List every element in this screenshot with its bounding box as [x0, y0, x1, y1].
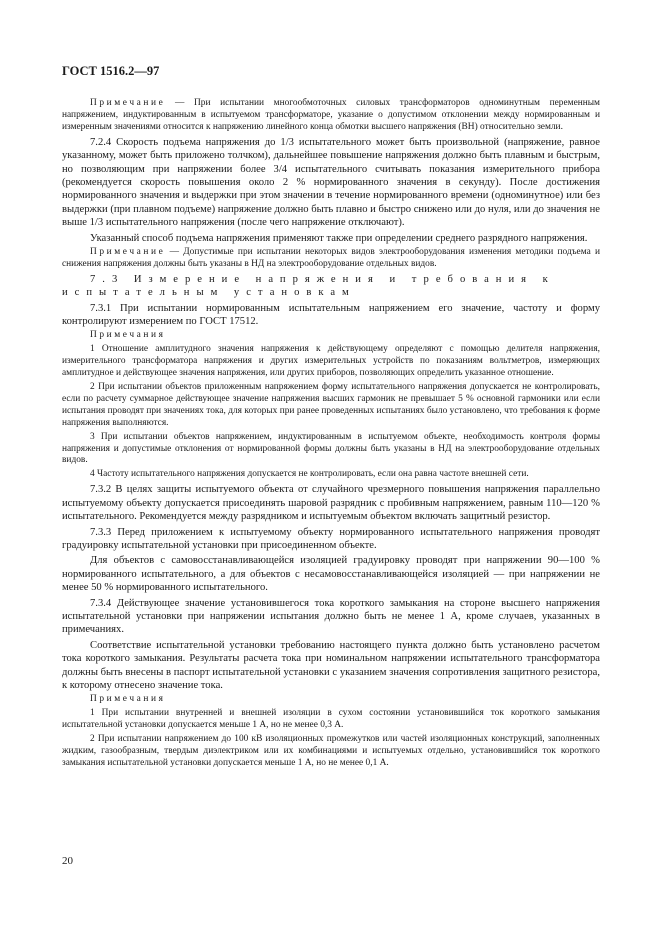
paragraph-p724	[62, 136, 600, 230]
section-heading-text: 7.3 Измерение напряжения и требования к испытательным установкам	[62, 273, 555, 299]
paragraph-text: 2 При испытании объектов приложенным напряжением форму испытательного напряжения допускается не контролировать, если по расчету суммарное действующее значение напряжения высших гармоник не превышает 5 % основной гармоники или если испытания проводят при значениях тока, для которых при ранее проведенных испытаниях было установлено, что требования к форме напряжения выполняются.	[62, 382, 600, 428]
paragraph-notes_h2	[62, 694, 600, 706]
note-label: Примечание	[90, 98, 166, 108]
paragraph-note1	[62, 98, 600, 134]
paragraph-text: 7.2.4 Скорость подъема напряжения до 1/3 испытательного может быть произвольной (напряжение, равное указанному, может быть приложено толчком), дальнейшее повышение напряжения должно быть плавным и быстрым, но позволяющим при напряжении более 3/4 испытательного считывать показания измерительного прибора (рекомендуется скорость повышения около 2 % нормированного значения в секунду). После достижения нормированного значения и выдержки при этом значении в течение нормированного времени (одноминутное) или без выдержки (при плавном подъеме) напряжение должно быть плавно и быстро снижено или до нуля, или до значения не выше 1/3 испытательного напряжения (после чего напряжение отключают).	[62, 136, 600, 229]
paragraph-text: Указанный способ подъема напряжения применяют также при определении среднего разрядного напряжения.	[90, 232, 588, 244]
paragraph-notes_h1	[62, 330, 600, 342]
paragraph-p733b	[62, 554, 600, 594]
paragraph-text: 7.3.2 В целях защиты испытуемого объекта от случайного чрезмерного повышения напряжения параллельно испытуемому объекту допускается присоединять шаровой разрядник с пробивным напряжением, равным 110—120 % испытательного. Рекомендуется между разрядником и испытуемым объектом включать защитный резистор.	[62, 484, 600, 523]
paragraph-p732	[62, 483, 600, 523]
paragraph-n3	[62, 432, 600, 468]
note-label: Примечание	[90, 246, 166, 257]
paragraph-text: 4 Частоту испытательного напряжения допускается не контролировать, если она равна частоте внешней сети.	[90, 469, 529, 480]
paragraph-text: 3 При испытании объектов напряжением, индуктированным в испытуемом объекте, необходимость контроля формы напряжения и допустимые отклонения от нормированной формы должны быть указаны в НД на электрооборудование отдельных видов.	[62, 431, 600, 466]
paragraph-text: — Допустимые при испытании некоторых видов электрооборудования изменения методики подъема и снижения напряжения должны быть указаны в НД на электрооборудование отдельных видов.	[62, 246, 600, 269]
paragraph-p734b	[62, 639, 600, 693]
paragraph-text: 2 При испытании напряжением до 100 кВ изоляционных промежутков или частей изоляционных конструкций, заполненных жидким, газообразным, твердым диэлектриком или их комбинациями и испытуемых отдельно, установившийся ток короткого замыкания испытательной установки допускается меньше 1 А, но не менее 0,1 А.	[62, 734, 600, 768]
document-body	[62, 98, 600, 770]
paragraph-text: Для объектов с самовосстанавливающейся изоляцией градуировку проводят при напряжении 90—100 % нормированного испытательного, а для объектов с несамовосстанавливающейся изоляцией — при напряжении не менее 50 % нормированного испытательного.	[62, 555, 600, 594]
note-label: Примечания	[90, 330, 166, 341]
paragraph-n4	[62, 469, 600, 481]
document-header: ГОСТ 1516.2—97	[62, 64, 160, 78]
paragraph-p731	[62, 302, 600, 329]
paragraph-text: — При испытании многообмоточных силовых трансформаторов одноминутным переменным напряжением, индуктированным в испытуемом трансформаторе, указание о допустимом отклонении между нормированным и измеренным значениями относится к напряжению линейного конца обмотки высшего напряжения (ВН) относительно земли.	[62, 98, 600, 132]
paragraph-text: 1 При испытании внутренней и внешней изоляции в сухом состоянии установившийся ток короткого замыкания испытательной установки допускается меньше 1 А, но не менее 0,3 А.	[62, 708, 600, 731]
paragraph-note2	[62, 247, 600, 271]
paragraph-n1	[62, 344, 600, 380]
note-label: Примечания	[90, 694, 166, 705]
paragraph-text: 7.3.3 Перед приложением к испытуемому объекту нормированного испытательного напряжения проводят градуировку испытательной установки при присоединенном объекте.	[62, 526, 600, 551]
paragraph-p733	[62, 526, 600, 553]
paragraph-text: 7.3.4 Действующее значение установившегося тока короткого замыкания на стороне высшего напряжения испытательной установки при напряжении испытания должно быть не менее 1 А, кроме случаев, указанных в примечаниях.	[62, 597, 600, 636]
paragraph-p734	[62, 597, 600, 637]
paragraph-text: 7.3.1 При испытании нормированным испытательным напряжением его значение, частоту и форму контролируют измерением по ГОСТ 17512.	[62, 302, 600, 327]
page-number: 20	[62, 855, 73, 867]
paragraph-h73	[62, 273, 600, 300]
paragraph-text: 1 Отношение амплитудного значения напряжения к действующему определяют с помощью делителя напряжения, измерительного трансформатора напряжения и других измерительных устройств по показаниям вольтметров, измеряющих амплитудное и действующее значения напряжения, или других приборов, позволяющих определить указанное отношение.	[62, 344, 600, 379]
paragraph-m2	[62, 734, 600, 770]
paragraph-m1	[62, 708, 600, 732]
paragraph-n2	[62, 382, 600, 430]
paragraph-p724b	[62, 232, 600, 245]
paragraph-text: Соответствие испытательной установки требованию настоящего пункта должно быть установлено расчетом тока короткого замыкания. Результаты расчета тока при номинальном напряжении испытательного трансформатора должны быть внесены в паспорт испытательной установки с указанием значения сопротивления защитного резистора, к которому отнесено значение тока.	[62, 639, 600, 691]
